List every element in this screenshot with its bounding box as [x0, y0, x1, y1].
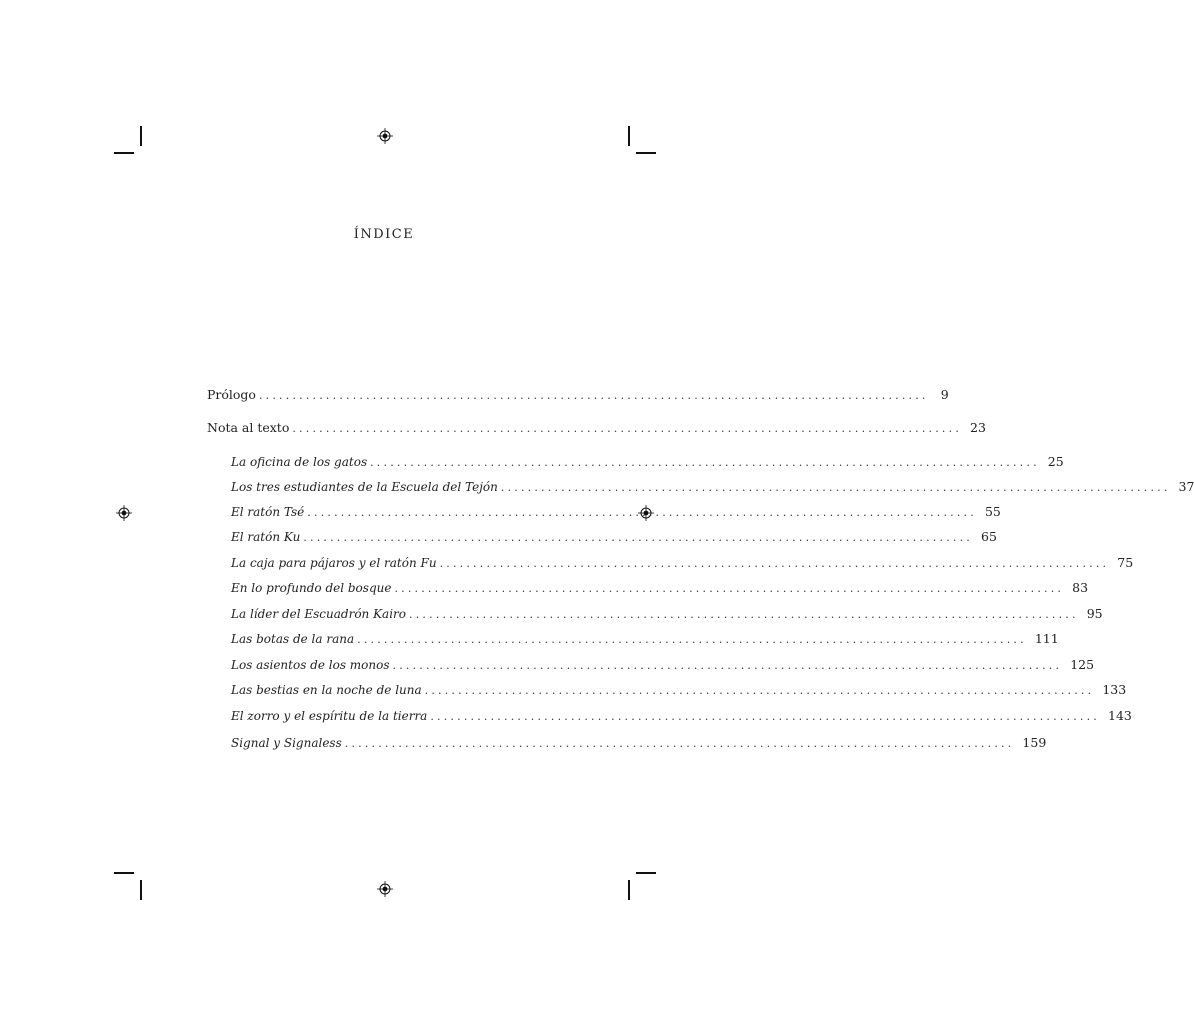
toc-entry-label: Nota al texto: [207, 420, 290, 435]
toc-leader-dots: ....................................................................................................: [409, 608, 1079, 621]
toc-entry-story[interactable]: [231, 733, 1047, 753]
toc-entry-page: 83: [1072, 580, 1089, 595]
toc-entry-label: En lo profundo del bosque: [231, 581, 392, 595]
toc-leader-dots: ....................................................................................................: [424, 684, 1095, 697]
toc-entry-prologo[interactable]: [207, 385, 949, 405]
toc-entry-label: El ratón Ku: [231, 530, 301, 544]
toc-entry-page: 9: [940, 387, 949, 402]
toc-leader-dots: ....................................................................................................: [392, 659, 1063, 672]
toc-leader-dots: ....................................................................................................: [394, 582, 1065, 595]
toc-entry-label: Las bestias en la noche de luna: [231, 683, 422, 697]
toc-entry-nota-al-texto[interactable]: [207, 418, 986, 438]
toc-entry-label: La oficina de los gatos: [231, 455, 368, 469]
toc-leader-dots: ....................................................................................................: [258, 389, 929, 402]
toc-entry-label: La líder del Escuadrón Kairo: [231, 607, 407, 621]
toc-entry-label: El zorro y el espíritu de la tierra: [231, 709, 428, 723]
toc-entry-story[interactable]: [231, 477, 1194, 497]
toc-entry-page: 25: [1047, 454, 1064, 469]
toc-entry-label: Los tres estudiantes de la Escuela del Tejón: [231, 480, 498, 494]
toc-entry-page: 95: [1086, 606, 1103, 621]
toc-entry-label: Las botas de la rana: [231, 632, 355, 646]
toc-entry-story[interactable]: [231, 655, 1095, 675]
page-title: ÍNDICE: [353, 227, 415, 242]
toc-entry-label: Los asientos de los monos: [231, 658, 390, 672]
toc-leader-dots: ....................................................................................................: [307, 506, 977, 519]
toc-leader-dots: ....................................................................................................: [430, 710, 1101, 723]
toc-entry-story[interactable]: [231, 706, 1132, 726]
toc-leader-dots: ....................................................................................................: [303, 531, 973, 544]
toc-entry-label: El ratón Tsé: [231, 505, 305, 519]
toc-leader-dots: ....................................................................................................: [292, 422, 963, 435]
toc-leader-dots: ....................................................................................................: [439, 557, 1110, 570]
toc-entry-story[interactable]: [231, 452, 1064, 472]
toc-entry-label: La caja para pájaros y el ratón Fu: [231, 556, 437, 570]
toc-entry-page: 125: [1070, 657, 1095, 672]
toc-entry-story[interactable]: [231, 629, 1059, 649]
toc-leader-dots: ....................................................................................................: [500, 481, 1171, 494]
toc-entry-story[interactable]: [231, 604, 1103, 624]
toc-leader-dots: ....................................................................................................: [344, 737, 1015, 750]
toc-entry-label: Signal y Signaless: [231, 736, 342, 750]
toc-entry-page: 143: [1108, 708, 1132, 723]
toc-entry-label: Prólogo: [207, 387, 256, 402]
toc-entry-story[interactable]: [231, 578, 1089, 598]
toc-entry-story[interactable]: [231, 502, 1001, 522]
toc-entry-page: 23: [970, 420, 986, 435]
toc-leader-dots: ....................................................................................................: [370, 456, 1040, 469]
toc-entry-story[interactable]: [231, 680, 1127, 700]
toc-entry-story[interactable]: [231, 527, 997, 547]
toc-entry-story[interactable]: [231, 553, 1134, 573]
toc-entry-page: 159: [1022, 735, 1047, 750]
toc-entry-page: 55: [984, 504, 1001, 519]
toc-entry-page: 37: [1178, 479, 1194, 494]
toc-entry-page: 75: [1117, 555, 1134, 570]
toc-leader-dots: ....................................................................................................: [357, 633, 1027, 646]
toc-entry-page: 111: [1034, 631, 1059, 646]
toc-entry-page: 65: [981, 529, 997, 544]
toc-entry-page: 133: [1102, 682, 1127, 697]
